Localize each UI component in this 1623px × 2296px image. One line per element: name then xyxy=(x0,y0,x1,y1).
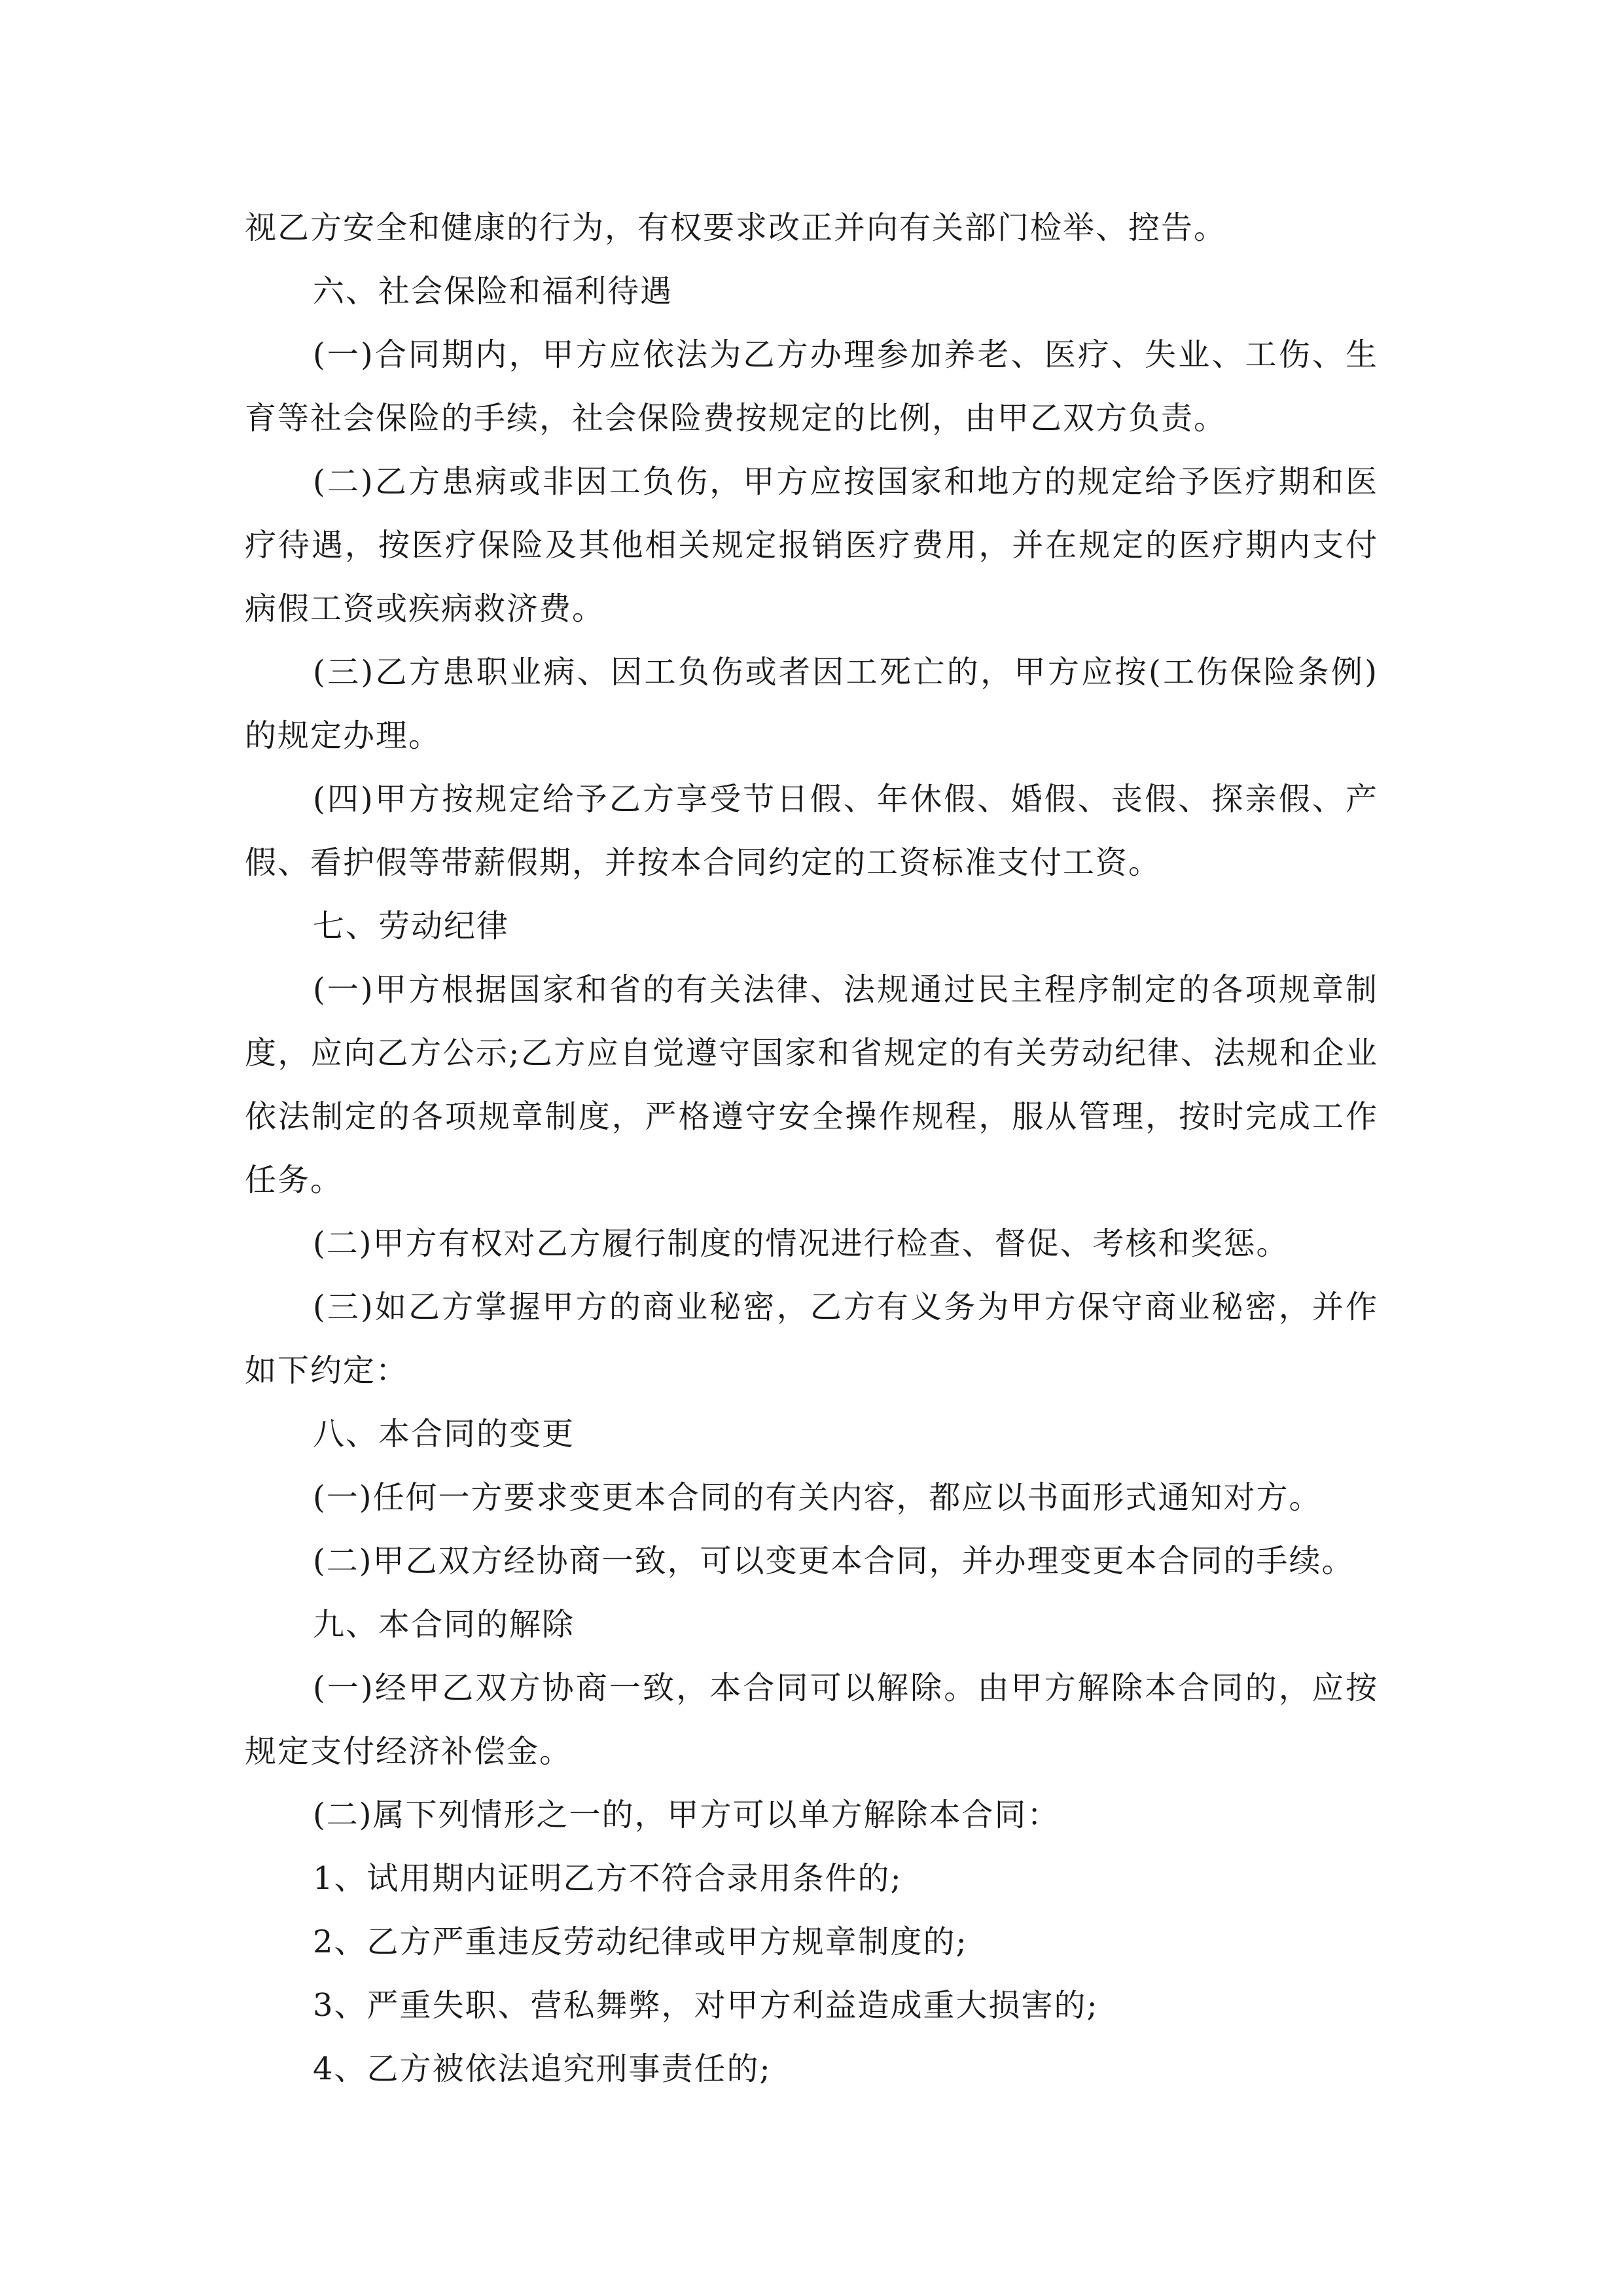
clause-6-1: (一)合同期内，甲方应依法为乙方办理参加养老、医疗、失业、工伤、生育等社会保险的手续，社会保险费按规定的比例，由甲乙双方负责。 xyxy=(245,336,1378,437)
clause-9-1: (一)经甲乙双方协商一致，本合同可以解除。由甲方解除本合同的，应按规定支付经济补偿金。 xyxy=(245,1670,1378,1770)
clause-7-3: (三)如乙方掌握甲方的商业秘密，乙方有义务为甲方保守商业秘密，并作如下约定： xyxy=(245,1289,1378,1389)
clause-6-3: (三)乙方患职业病、因工负伤或者因工死亡的，甲方应按(工伤保险条例)的规定办理。 xyxy=(245,654,1378,754)
list-item: 3、严重失职、营私舞弊，对甲方利益造成重大损害的; xyxy=(313,1987,1099,2024)
list-item: 1、试用期内证明乙方不符合录用条件的; xyxy=(313,1860,902,1897)
clause-8-1: (一)任何一方要求变更本合同的有关内容，都应以书面形式通知对方。 xyxy=(313,1479,1322,1516)
section-heading-nine: 九、本合同的解除 xyxy=(313,1606,575,1643)
section-heading-seven: 七、劳动纪律 xyxy=(313,908,510,944)
clause-7-2: (二)甲方有权对乙方履行制度的情况进行检查、督促、考核和奖惩。 xyxy=(313,1225,1289,1262)
clause-6-4: (四)甲方按规定给予乙方享受节日假、年休假、婚假、丧假、探亲假、产假、看护假等带薪假期，并按本合同约定的工资标准支付工资。 xyxy=(245,781,1378,881)
clause-8-2: (二)甲乙双方经协商一致，可以变更本合同，并办理变更本合同的手续。 xyxy=(313,1543,1355,1579)
section-heading-eight: 八、本合同的变更 xyxy=(313,1416,575,1452)
clause-9-2: (二)属下列情形之一的，甲方可以单方解除本合同： xyxy=(313,1797,1060,1833)
list-item: 4、乙方被依法追究刑事责任的; xyxy=(313,2051,772,2087)
document-body xyxy=(245,196,1378,2101)
clause-6-2: (二)乙方患病或非因工负伤，甲方应按国家和地方的规定给予医疗期和医疗待遇，按医疗保险及其他相关规定报销医疗费用，并在规定的医疗期内支付病假工资或疾病救济费。 xyxy=(245,463,1378,627)
section-heading-six: 六、社会保险和福利待遇 xyxy=(313,273,673,310)
list-item: 2、乙方严重违反劳动纪律或甲方规章制度的; xyxy=(313,1924,968,1960)
paragraph-continuation: 视乙方安全和健康的行为，有权要求改正并向有关部门检举、控告。 xyxy=(245,209,1227,246)
clause-7-1: (一)甲方根据国家和省的有关法律、法规通过民主程序制定的各项规章制度，应向乙方公示;乙方应自觉遵守国家和省规定的有关劳动纪律、法规和企业依法制定的各项规章制度，严格遵守安全操作规程，服从管理，按时完成工作任务。 xyxy=(245,971,1378,1198)
